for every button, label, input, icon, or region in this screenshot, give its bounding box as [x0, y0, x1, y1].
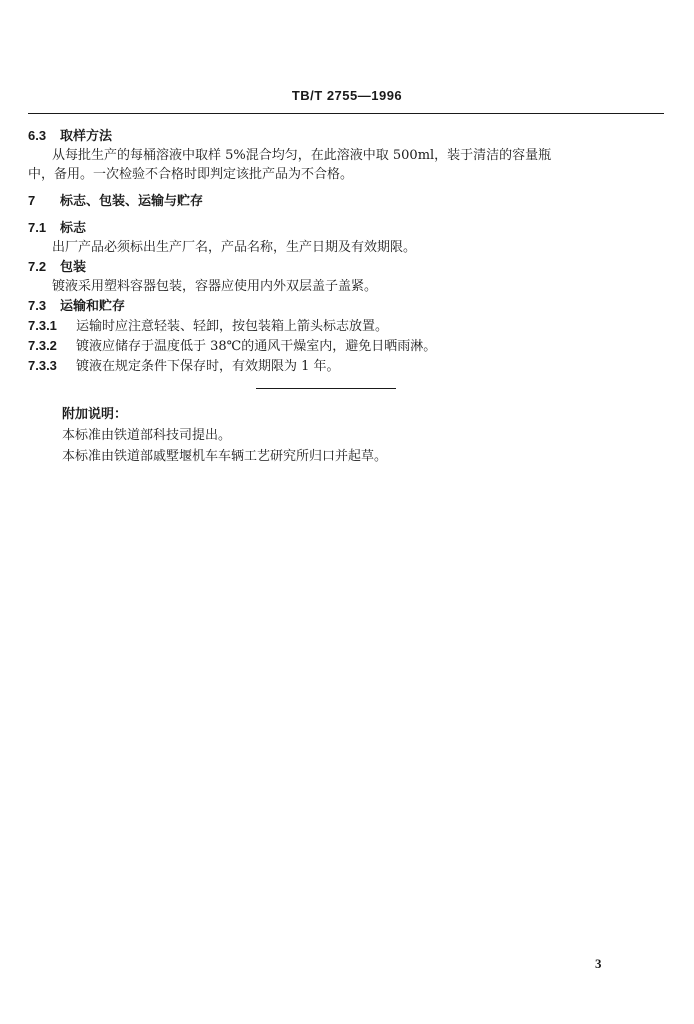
- section-6-3-heading: [28, 126, 642, 146]
- section-title: 运输和贮存: [60, 299, 126, 314]
- section-7-1-body: 出厂产品必须标出生产厂名，产品名称，生产日期及有效期限。: [52, 240, 417, 255]
- section-number: 7.3.3: [28, 358, 57, 373]
- section-6-3-body-line2: 中，备用。一次检验不合格时即判定该批产品为不合格。: [28, 167, 354, 182]
- section-number: 7.2: [28, 259, 47, 274]
- section-7-2-heading: [28, 257, 642, 277]
- section-number: 7.1: [28, 220, 47, 235]
- section-6-3-body-line1: 从每批生产的每桶溶液中取样 5%混合均匀，在此溶液中取 500ml，装于清洁的容量瓶: [52, 148, 552, 163]
- notes-line-2: 本标准由铁道部戚墅堰机车车辆工艺研究所归口并起草。: [62, 449, 388, 464]
- section-number: 6.3: [28, 128, 47, 143]
- section-title: 取样方法: [60, 129, 113, 144]
- section-body: 运输时应注意轻装、轻卸，按包装箱上箭头标志放置。: [76, 319, 389, 334]
- section-number: 7.3.2: [28, 338, 57, 353]
- document-body: [28, 126, 642, 466]
- page-number: 3: [595, 956, 602, 971]
- end-of-text-rule: [256, 388, 396, 389]
- standard-code-header: TB/T 2755—1996: [291, 88, 403, 103]
- section-7-3-heading: [28, 296, 642, 316]
- section-7-3-2: [28, 336, 642, 356]
- section-body: 镀液在规定条件下保存时，有效期限为 1 年。: [76, 359, 340, 374]
- notes-line-1: 本标准由铁道部科技司提出。: [62, 428, 232, 443]
- section-7-heading: [28, 191, 642, 211]
- notes-title: 附加说明：: [62, 407, 128, 422]
- section-7-2-body: 镀液采用塑料容器包装，容器应使用内外双层盖子盖紧。: [52, 279, 378, 294]
- section-number: 7: [28, 193, 36, 208]
- section-title: 包装: [60, 260, 87, 275]
- section-7-1-heading: [28, 218, 642, 238]
- section-number: 7.3.1: [28, 318, 57, 333]
- section-number: 7.3: [28, 298, 47, 313]
- section-7-3-3: [28, 356, 642, 376]
- section-7-3-1: [28, 316, 642, 336]
- section-title: 标志: [60, 221, 87, 236]
- section-body: 镀液应储存于温度低于 38℃的通风干燥室内，避免日晒雨淋。: [76, 339, 437, 354]
- section-title: 标志、包装、运输与贮存: [60, 194, 204, 209]
- header-rule: [28, 113, 664, 114]
